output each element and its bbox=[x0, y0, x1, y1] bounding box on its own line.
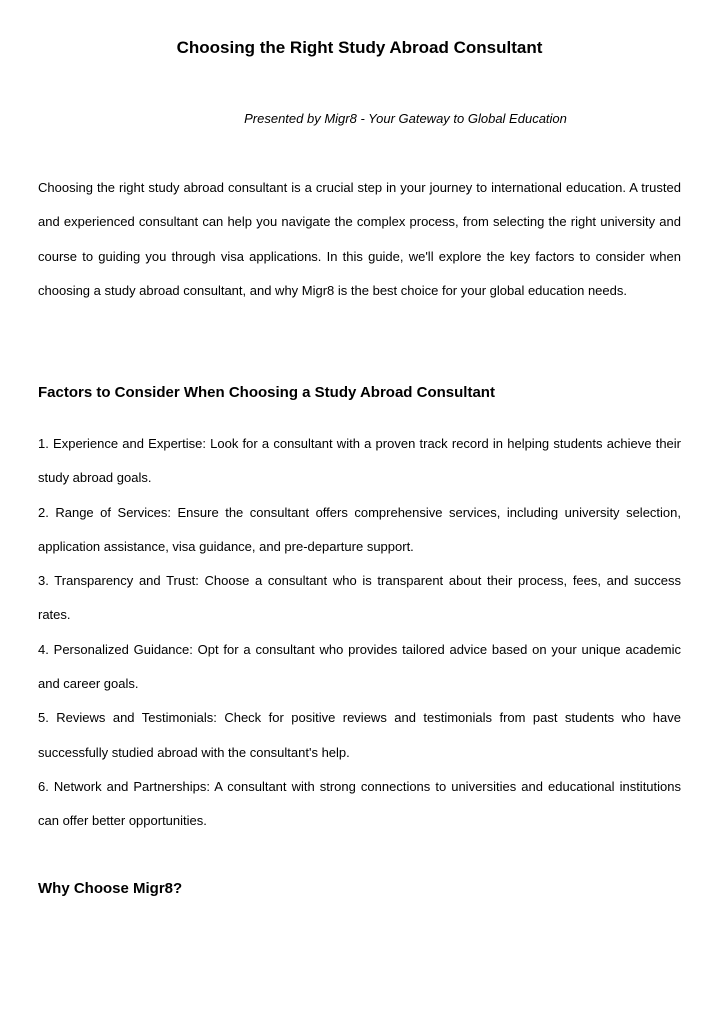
why-heading: Why Choose Migr8? bbox=[38, 880, 183, 897]
factor-item: 3. Transparency and Trust: Choose a consultant who is transparent about their process, fees, and success rates. bbox=[38, 573, 681, 623]
factor-item: 6. Network and Partnerships: A consultant with strong connections to universities and educational institutions can offer better opportunities. bbox=[38, 778, 681, 829]
factor-item: 5. Reviews and Testimonials: Check for positive reviews and testimonials from past students who have successfully studied abroad with the consultant's help. bbox=[38, 710, 681, 760]
factor-item: 1. Experience and Expertise: Look for a consultant with a proven track record in helping students achieve their study abroad goals. bbox=[38, 436, 681, 486]
intro-paragraph: Choosing the right study abroad consultant is a crucial step in your journey to international education. A trusted and experienced consultant can help you navigate the complex process, from selecting the right university and course to guiding you through visa applications. In this guide, we'll explore the key factors to consider when choosing a study abroad consultant, and why Migr8 is the best choice for your global education needs. bbox=[38, 180, 681, 298]
factors-list bbox=[38, 427, 681, 839]
document-subtitle: Presented by Migr8 - Your Gateway to Global Education bbox=[244, 111, 567, 126]
factors-heading: Factors to Consider When Choosing a Study Abroad Consultant bbox=[38, 384, 495, 401]
factor-item: 2. Range of Services: Ensure the consultant offers comprehensive services, including university selection, application assistance, visa guidance, and pre-departure support. bbox=[38, 504, 681, 554]
document-title: Choosing the Right Study Abroad Consultant bbox=[176, 38, 543, 57]
factor-item: 4. Personalized Guidance: Opt for a consultant who provides tailored advice based on your unique academic and career goals. bbox=[38, 641, 681, 692]
